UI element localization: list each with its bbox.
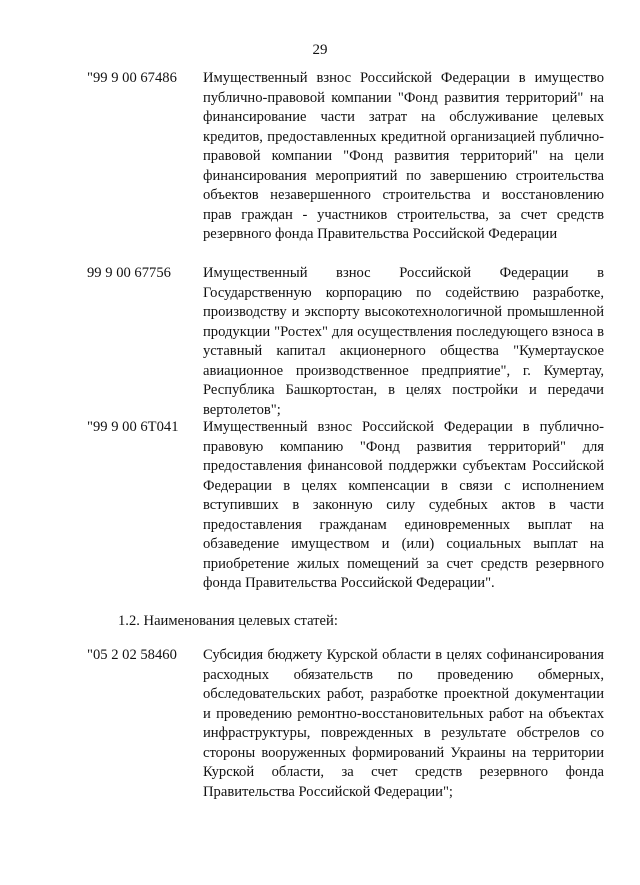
entry-05-2-02-58460 — [87, 646, 604, 802]
entry-99-9-00-67756 — [87, 264, 604, 420]
page-number: 29 — [312, 42, 328, 58]
entry-code: "99 9 00 67486 — [87, 70, 177, 86]
entry-text: Имущественный взнос Российской Федерации в Государственную корпорацию по содействию разработке, производству и экспорту высокотехнологичной промышленной продукции "Ростех" для осуществления последующего взноса в уставный капитал акционерного общества "Кумертауское авиационное производственное предприятие", г. Кумертау, Республика Башкортостан, в целях постройки и передачи вертолетов"; — [203, 265, 604, 418]
section-heading: 1.2. Наименования целевых статей: — [118, 613, 338, 629]
entry-code: "99 9 00 6Т041 — [87, 419, 179, 435]
entry-99-9-00-67486 — [87, 69, 604, 245]
entry-text: Субсидия бюджету Курской области в целях софинансирования расходных обязательств по проведению обмерных, обследовательских работ, разработке проектной документации и проведению ремонтно-восстановительных работ на объектах инфраструктуры, поврежденных в результате обстрелов со стороны вооруженных формирований Украины на территории Курской области, за счет средств резервного фонда Правительства Российской Федерации"; — [203, 647, 604, 800]
entry-code: "05 2 02 58460 — [87, 647, 177, 663]
entry-text: Имущественный взнос Российской Федерации в публично-правовую компанию "Фонд развития территорий" для предоставления финансовой поддержки субъектам Российской Федерации в целях компенсации в связи с исполнением вступивших в законную силу судебных актов в части предоставления гражданам единовременных выплат на обзаведение имуществом и (или) социальных выплат на приобретение жилых помещений за счет средств резервного фонда Правительства Российской Федерации". — [203, 419, 604, 591]
entry-code: 99 9 00 67756 — [87, 265, 171, 281]
entry-99-9-00-6T041 — [87, 418, 604, 594]
entry-text: Имущественный взнос Российской Федерации в имущество публично-правовой компании "Фонд развития территорий" на финансирование части затрат на обслуживание целевых кредитов, предоставленных кредитной организацией публично-правовой компании "Фонд развития территорий" на цели финансирования мероприятий по завершению строительства объектов незавершенного строительства и восстановлению прав граждан - участников строительства, за счет средств резервного фонда Правительства Российской Федерации — [203, 70, 604, 242]
